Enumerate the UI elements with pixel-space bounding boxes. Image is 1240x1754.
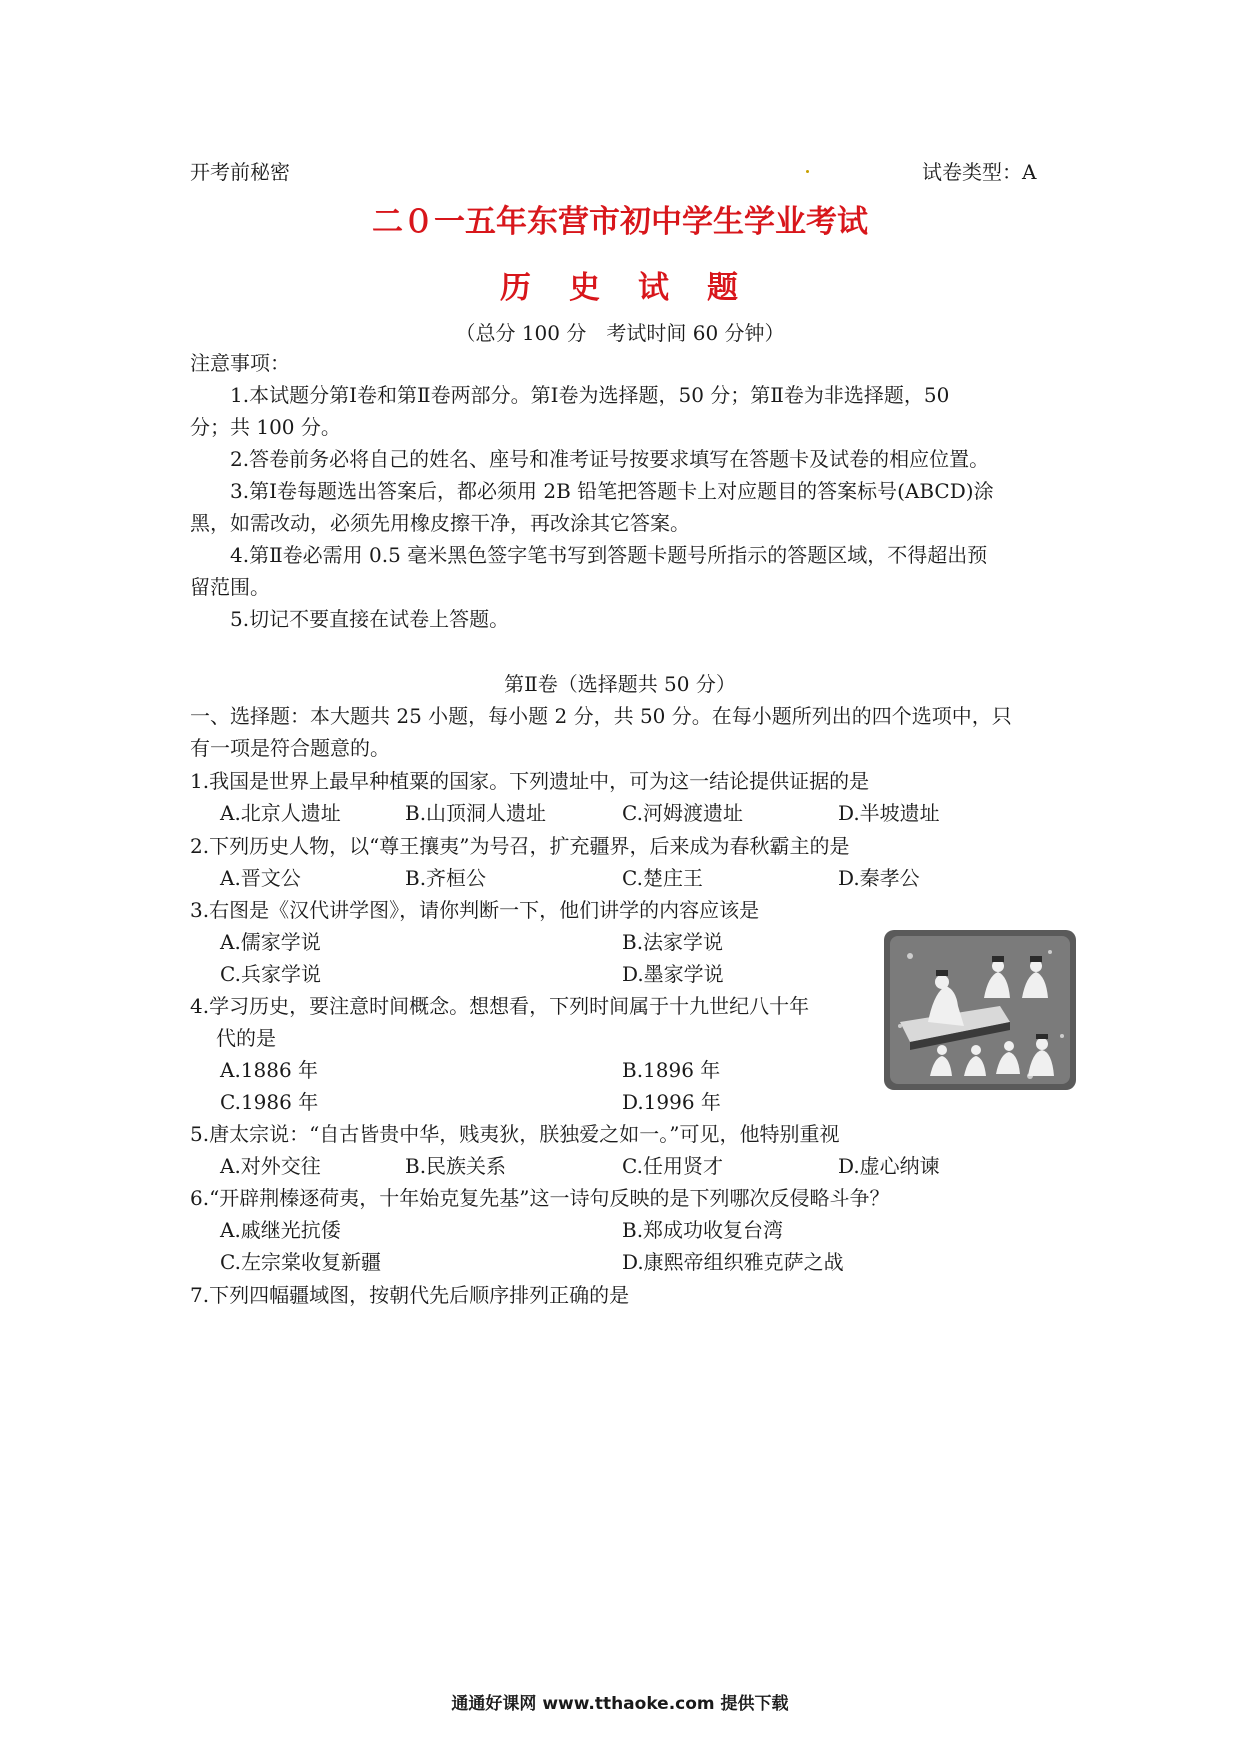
note-line: 黑，如需改动，必须先用橡皮擦干净，再改涂其它答案。 — [190, 511, 690, 535]
option: A.1886 年 — [220, 1058, 319, 1082]
option: B.1896 年 — [622, 1058, 721, 1082]
note-line: 分；共 100 分。 — [190, 415, 341, 439]
question-stem: 5.唐太宗说：“自古皆贵中华，贱夷狄，朕独爱之如一。”可见，他特别重视 — [190, 1122, 840, 1146]
question-stem: 3.右图是《汉代讲学图》，请你判断一下，他们讲学的内容应该是 — [190, 898, 760, 922]
option: A.对外交往 — [220, 1154, 321, 1178]
footer-source: 通通好课网 www.tthaoke.com 提供下载 — [451, 1694, 789, 1714]
paper-type: 试卷类型：A — [922, 160, 1037, 184]
han-lecture-illustration — [880, 926, 1080, 1094]
question-stem: 1.我国是世界上最早种植粟的国家。下列遗址中，可为这一结论提供证据的是 — [190, 769, 870, 793]
option: C.左宗棠收复新疆 — [220, 1250, 381, 1274]
option: C.兵家学说 — [220, 962, 321, 986]
notes-heading: 注意事项： — [190, 351, 290, 375]
option: B.法家学说 — [622, 930, 724, 954]
section-intro: 一、选择题：本大题共 25 小题，每小题 2 分，共 50 分。在每小题所列出的四个选项中，只 — [190, 704, 1012, 728]
note-line: 5.切记不要直接在试卷上答题。 — [230, 607, 510, 631]
option: D.墨家学说 — [622, 962, 724, 986]
option: D.秦孝公 — [838, 866, 920, 890]
question-stem: 2.下列历史人物，以“尊王攘夷”为号召，扩充疆界，后来成为春秋霸主的是 — [190, 834, 850, 858]
question-stem: 6.“开辟荆榛逐荷夷，十年始克复先基”这一诗句反映的是下列哪次反侵略斗争？ — [190, 1186, 890, 1210]
option: C.1986 年 — [220, 1090, 319, 1114]
option: A.戚继光抗倭 — [220, 1218, 341, 1242]
question-stem: 4.学习历史，要注意时间概念。想想看，下列时间属于十九世纪八十年 — [190, 994, 810, 1018]
section-intro: 有一项是符合题意的。 — [190, 736, 390, 760]
secret-label: 开考前秘密 — [190, 160, 290, 184]
note-line: 1.本试题分第Ⅰ卷和第Ⅱ卷两部分。第Ⅰ卷为选择题，50 分；第Ⅱ卷为非选择题，50 — [230, 383, 950, 407]
subject-title: 历 史 试 题 — [500, 270, 740, 306]
score-info: （总分 100 分 考试时间 60 分钟） — [455, 321, 785, 345]
option: C.河姆渡遗址 — [622, 801, 743, 825]
option: A.儒家学说 — [220, 930, 321, 954]
section-title: 第Ⅱ卷（选择题共 50 分） — [504, 672, 736, 696]
option: B.山顶洞人遗址 — [405, 801, 547, 825]
option: B.民族关系 — [405, 1154, 507, 1178]
option: D.1996 年 — [622, 1090, 721, 1114]
option: D.半坡遗址 — [838, 801, 940, 825]
option: C.任用贤才 — [622, 1154, 723, 1178]
option: B.齐桓公 — [405, 866, 487, 890]
question-stem: 7.下列四幅疆域图，按朝代先后顺序排列正确的是 — [190, 1283, 630, 1307]
option: A.北京人遗址 — [220, 801, 341, 825]
note-line: 2.答卷前务必将自己的姓名、座号和准考证号按要求填写在答题卡及试卷的相应位置。 — [230, 447, 990, 471]
exam-title: 二０一五年东营市初中学生学业考试 — [372, 204, 868, 240]
option: D.康熙帝组织雅克萨之战 — [622, 1250, 844, 1274]
option: C.楚庄王 — [622, 866, 703, 890]
note-line: 留范围。 — [190, 575, 270, 599]
stray-dot — [806, 170, 809, 173]
option: B.郑成功收复台湾 — [622, 1218, 784, 1242]
question-stem-cont: 代的是 — [216, 1026, 276, 1050]
note-line: 4.第Ⅱ卷必需用 0.5 毫米黑色签字笔书写到答题卡题号所指示的答题区域，不得超出预 — [230, 543, 988, 567]
option: A.晋文公 — [220, 866, 301, 890]
note-line: 3.第Ⅰ卷每题选出答案后，都必须用 2B 铅笔把答题卡上对应题目的答案标号(ABCD)涂 — [230, 479, 994, 503]
option: D.虚心纳谏 — [838, 1154, 940, 1178]
